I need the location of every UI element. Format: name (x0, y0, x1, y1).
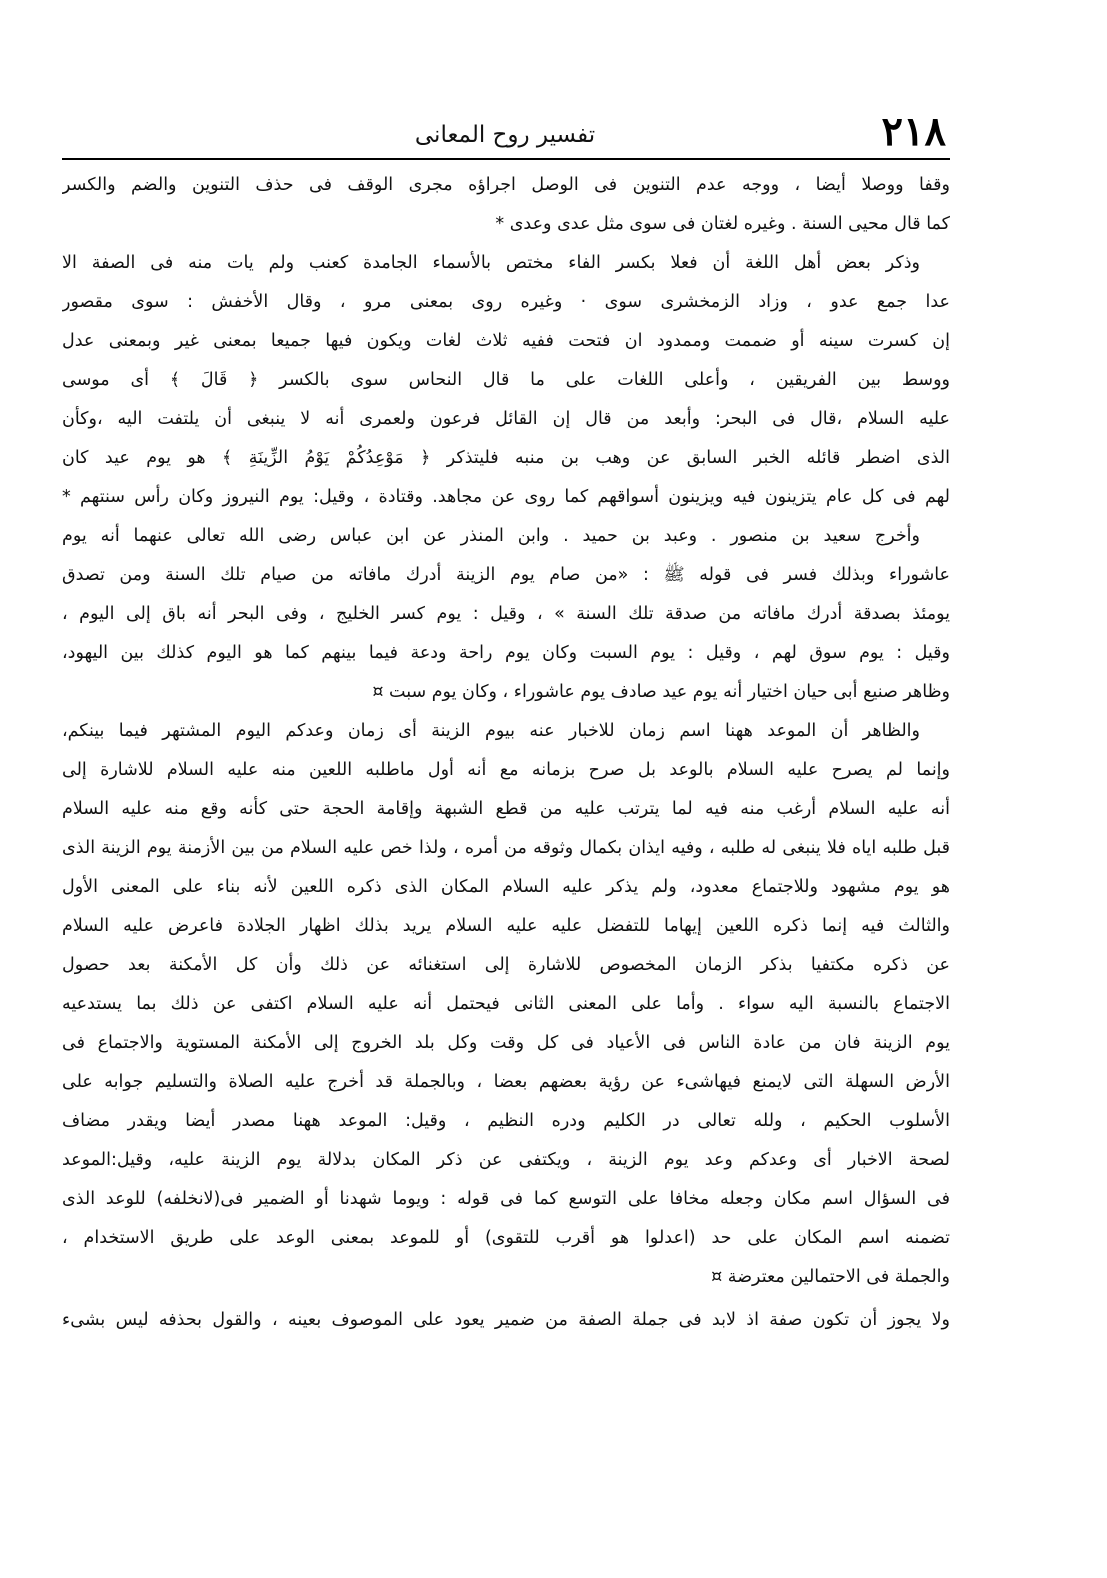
text-line: وذكر بعض أهل اللغة أن فعلا بكسر الفاء مختص بالأسماء الجامدة كعنب ولم يات منه فى الصفة الا (62, 253, 920, 273)
text-line: وقفا ووصلا أيضا ، ووجه عدم التنوين فى الوصل اجراؤه مجرى الوقف فى حذف التنوين والضم والكسر (62, 175, 950, 195)
text-line: وظاهر صنيع أبى حيان اختيار أنه يوم عيد صادف يوم عاشوراء ، وكان يوم سبت ¤ (372, 682, 950, 702)
text-line: الاجتماع بالنسبة اليه سواء . وأما على المعنى الثانى فيحتمل أنه عليه السلام اكتفى عن ذلك بما يستدعيه (62, 994, 950, 1014)
page-number: ٢١٨ (881, 108, 946, 155)
text-line: الذى اضطر قائله الخبر السابق عن وهب بن منبه فليتذكر ﴿ مَوْعِدُكُمْ يَوْمُ الزِّينَةِ ﴾ هو يوم عيد كان (62, 448, 950, 468)
text-line: الأسلوب الحكيم ، ولله تعالى در الكليم ودره النظيم ، وقيل: الموعد ههنا مصدر أيضا ويقدر مضاف (62, 1111, 950, 1131)
text-line: إن كسرت سينه أو ضممت وممدود ان فتحت ففيه ثلاث لغات ويكون فيها جميعا بمعنى غير وبمعنى عدل (62, 331, 950, 351)
text-line: ولا يجوز أن تكون صفة اذ لابد فى جملة الصفة من ضمير يعود على الموصوف بعينه ، والقول بحذفه ليس بشىء (62, 1310, 950, 1330)
text-line: يومئذ بصدقة أدرك مافاته من صدقة تلك السنة » ، وقيل : يوم كسر الخليج ، وفى البحر أنه باق إلى اليوم ، (62, 604, 950, 624)
text-line: فى السؤال اسم مكان وجعله مخافا على التوسع كما فى قوله : ويوما شهدنا أو الضمير فى(لانخلفه) للوعد الذى (62, 1189, 950, 1209)
text-line: لهم فى كل عام يتزينون فيه ويزينون أسواقهم كما روى عن مجاهد. وقتادة ، وقيل: يوم النيروز وكان رأس سنتهم * (62, 487, 950, 507)
text-line: أنه عليه السلام أرغب منه فيه لما يترتب عليه من قطع الشبهة وإقامة الحجة حتى كأنه وقع منه عليه السلام (62, 799, 950, 819)
text-line: الأرض السهلة التى لايمنع فيهاشىء عن رؤية بعضهم بعضا ، وبالجملة قد أخرج عليه الصلاة والتسليم جوابه على (62, 1072, 950, 1092)
running-title: تفسير روح المعانى (414, 122, 596, 148)
text-line: تضمنه اسم المكان على حد (اعدلوا هو أقرب للتقوى) أو للموعد بمعنى الوعد على طريق الاستخدام ، (62, 1228, 950, 1248)
header-rule (62, 158, 950, 160)
text-line: وأخرج سعيد بن منصور . وعبد بن حميد . وابن المنذر عن ابن عباس رضى الله تعالى عنهما أنه يوم (62, 526, 920, 546)
text-line: كما قال محيى السنة . وغيره لغتان فى سوى مثل عدى وعدى * (495, 214, 950, 234)
text-line: والظاهر أن الموعد ههنا اسم زمان للاخبار عنه بيوم الزينة أى زمان وعدكم اليوم المشتهر فيما بينكم، (62, 721, 920, 741)
text-line: عليه السلام ،قال فى البحر: وأبعد من قال إن القائل فرعون ولعمرى أنه لا ينبغى أن يلتفت اليه ،وكأن (62, 409, 950, 429)
body-text (62, 166, 950, 1340)
text-line: وقيل : يوم سوق لهم ، وقيل : يوم السبت وكان يوم راحة ودعة فيما بينهم كما هو اليوم كذلك بين اليهود، (62, 643, 950, 663)
text-line: وإنما لم يصرح عليه السلام بالوعد بل صرح بزمانه مع أنه أول ماطلبه اللعين منه عليه السلام للاشارة إلى (62, 760, 950, 780)
page-header (60, 108, 950, 160)
text-line: يوم الزينة فان من عادة الناس فى الأعياد فى كل وقت وكل بلد الخروج إلى الأمكنة المستوية والاجتماع فى (62, 1033, 950, 1053)
text-line: عاشوراء وبذلك فسر فى قوله ﷺ : «من صام يوم الزينة أدرك مافاته من صيام تلك السنة ومن تصدق (62, 565, 950, 585)
text-line: والثالث فيه إنما ذكره اللعين إيهاما للتفضل عليه عليه السلام يريد بذلك اظهار الجلادة فاعرض عليه السلام (62, 916, 950, 936)
text-line: والجملة فى الاحتمالين معترضة ¤ (711, 1267, 950, 1287)
text-line: هو يوم مشهود وللاجتماع معدود، ولم يذكر عليه السلام المكان الذى ذكره اللعين لأنه بناء على المعنى الأول (62, 877, 950, 897)
text-line: قبل طلبه اياه فلا ينبغى له طلبه ، وفيه ايذان بكمال وثوقه من أمره ، ولذا خص عليه السلام من بين الأزمنة يوم الزينة الذى (62, 838, 950, 858)
text-line: عدا جمع عدو ، وزاد الزمخشرى سوى · وغيره روى بمعنى مرو ، وقال الأخفش : سوى مقصور (62, 292, 950, 312)
text-line: لصحة الاخبار أى وعدكم وعد يوم الزينة ، ويكتفى عن ذكر المكان بدلالة يوم الزينة عليه، وقيل:الموعد (62, 1150, 950, 1170)
text-line: عن ذكره مكتفيا بذكر الزمان المخصوص للاشارة إلى استغنائه عن ذلك وأن كل الأمكنة بعد حصول (62, 955, 950, 975)
text-line: ووسط بين الفريقين ، وأعلى اللغات على ما قال النحاس سوى بالكسر ﴿ قَالَ ﴾ أى موسى (62, 370, 950, 390)
